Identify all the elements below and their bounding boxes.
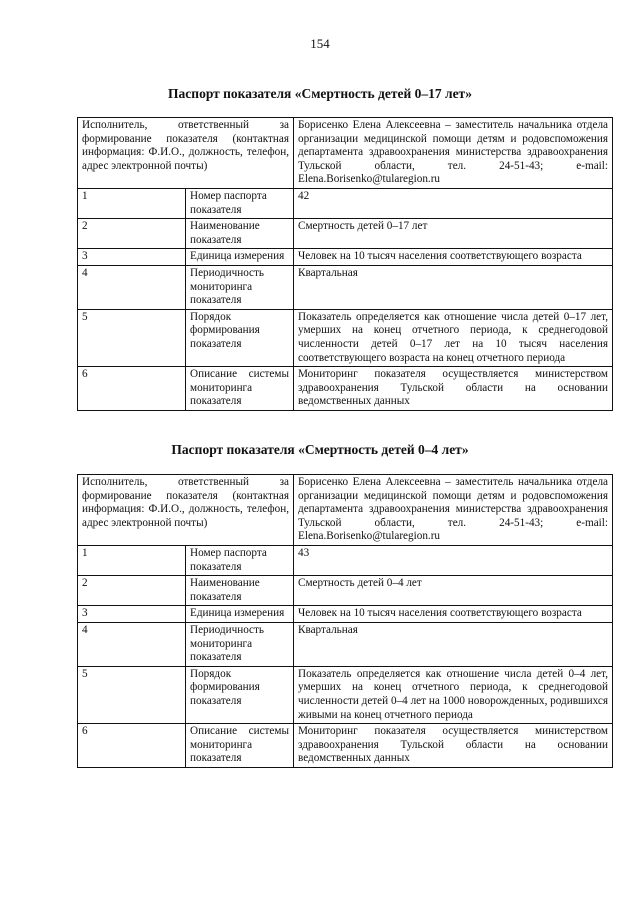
row-name: Единица измерения xyxy=(186,606,294,623)
executor-value: Борисенко Елена Алексеевна – заместитель начальника отдела организации медицинской помощи детям и родовспоможения департамента здравоохранения министерства здравоохранения Тульской области, тел. 24-51-43; e-mail: Elena.Borisenko@tularegion.ru xyxy=(294,475,613,546)
row-value: 42 xyxy=(294,188,613,218)
table-row xyxy=(78,309,613,366)
row-name: Периодичность мониторинга показателя xyxy=(186,622,294,666)
row-value: Смертность детей 0–17 лет xyxy=(294,219,613,249)
row-name: Периодичность мониторинга показателя xyxy=(186,265,294,309)
table-row xyxy=(78,606,613,623)
table-row xyxy=(78,188,613,218)
row-name: Наименование показателя xyxy=(186,219,294,249)
table-row xyxy=(78,475,613,546)
row-number: 3 xyxy=(78,249,186,266)
row-number: 5 xyxy=(78,666,186,723)
row-name: Описание системы мониторинга показателя xyxy=(186,367,294,411)
row-value: Смертность детей 0–4 лет xyxy=(294,576,613,606)
table-row xyxy=(78,622,613,666)
row-name: Номер паспорта показателя xyxy=(186,188,294,218)
table-row xyxy=(78,545,613,575)
row-name: Порядок формирования показателя xyxy=(186,309,294,366)
row-number: 4 xyxy=(78,265,186,309)
table-row xyxy=(78,118,613,189)
row-value: Показатель определяется как отношение числа детей 0–17 лет, умерших на конец отчетного периода, к среднегодовой численности детей 0–17 лет на 10 тысяч населения соответствующего возраста на конец отчетного периода xyxy=(294,309,613,366)
row-value: Мониторинг показателя осуществляется министерством здравоохранения Тульской области на основании ведомственных данных xyxy=(294,367,613,411)
section-title: Паспорт показателя «Смертность детей 0–17 лет» xyxy=(168,86,472,101)
row-number: 6 xyxy=(78,367,186,411)
passport-table xyxy=(77,117,613,411)
row-name: Порядок формирования показателя xyxy=(186,666,294,723)
row-number: 4 xyxy=(78,622,186,666)
row-number: 2 xyxy=(78,576,186,606)
row-name: Наименование показателя xyxy=(186,576,294,606)
row-name: Номер паспорта показателя xyxy=(186,545,294,575)
row-number: 6 xyxy=(78,724,186,768)
table-row xyxy=(78,724,613,768)
executor-label: Исполнитель, ответственный за формирование показателя (контактная информация: Ф.И.О., должность, телефон, адрес электронной почты) xyxy=(78,475,294,546)
row-name: Единица измерения xyxy=(186,249,294,266)
executor-label: Исполнитель, ответственный за формирование показателя (контактная информация: Ф.И.О., должность, телефон, адрес электронной почты) xyxy=(78,118,294,189)
table-row xyxy=(78,249,613,266)
row-number: 5 xyxy=(78,309,186,366)
row-value: Мониторинг показателя осуществляется министерством здравоохранения Тульской области на основании ведомственных данных xyxy=(294,724,613,768)
passport-table xyxy=(77,474,613,768)
page-number: 154 xyxy=(310,36,330,51)
row-number: 1 xyxy=(78,545,186,575)
section-title: Паспорт показателя «Смертность детей 0–4 лет» xyxy=(171,442,469,457)
row-number: 3 xyxy=(78,606,186,623)
row-value: 43 xyxy=(294,545,613,575)
table-row xyxy=(78,576,613,606)
row-number: 1 xyxy=(78,188,186,218)
table-row xyxy=(78,265,613,309)
row-value: Квартальная xyxy=(294,622,613,666)
table-row xyxy=(78,367,613,411)
row-value: Квартальная xyxy=(294,265,613,309)
row-value: Человек на 10 тысяч населения соответствующего возраста xyxy=(294,606,613,623)
executor-value: Борисенко Елена Алексеевна – заместитель начальника отдела организации медицинской помощи детям и родовспоможения департамента здравоохранения министерства здравоохранения Тульской области, тел. 24-51-43; e-mail: Elena.Borisenko@tularegion.ru xyxy=(294,118,613,189)
row-value: Показатель определяется как отношение числа детей 0–4 лет, умерших на конец отчетного периода, к среднегодовой численности детей 0–4 лет на 1000 новорожденных, родившихся живыми на конец отчетного периода xyxy=(294,666,613,723)
row-number: 2 xyxy=(78,219,186,249)
table-row xyxy=(78,219,613,249)
row-name: Описание системы мониторинга показателя xyxy=(186,724,294,768)
row-value: Человек на 10 тысяч населения соответствующего возраста xyxy=(294,249,613,266)
table-row xyxy=(78,666,613,723)
